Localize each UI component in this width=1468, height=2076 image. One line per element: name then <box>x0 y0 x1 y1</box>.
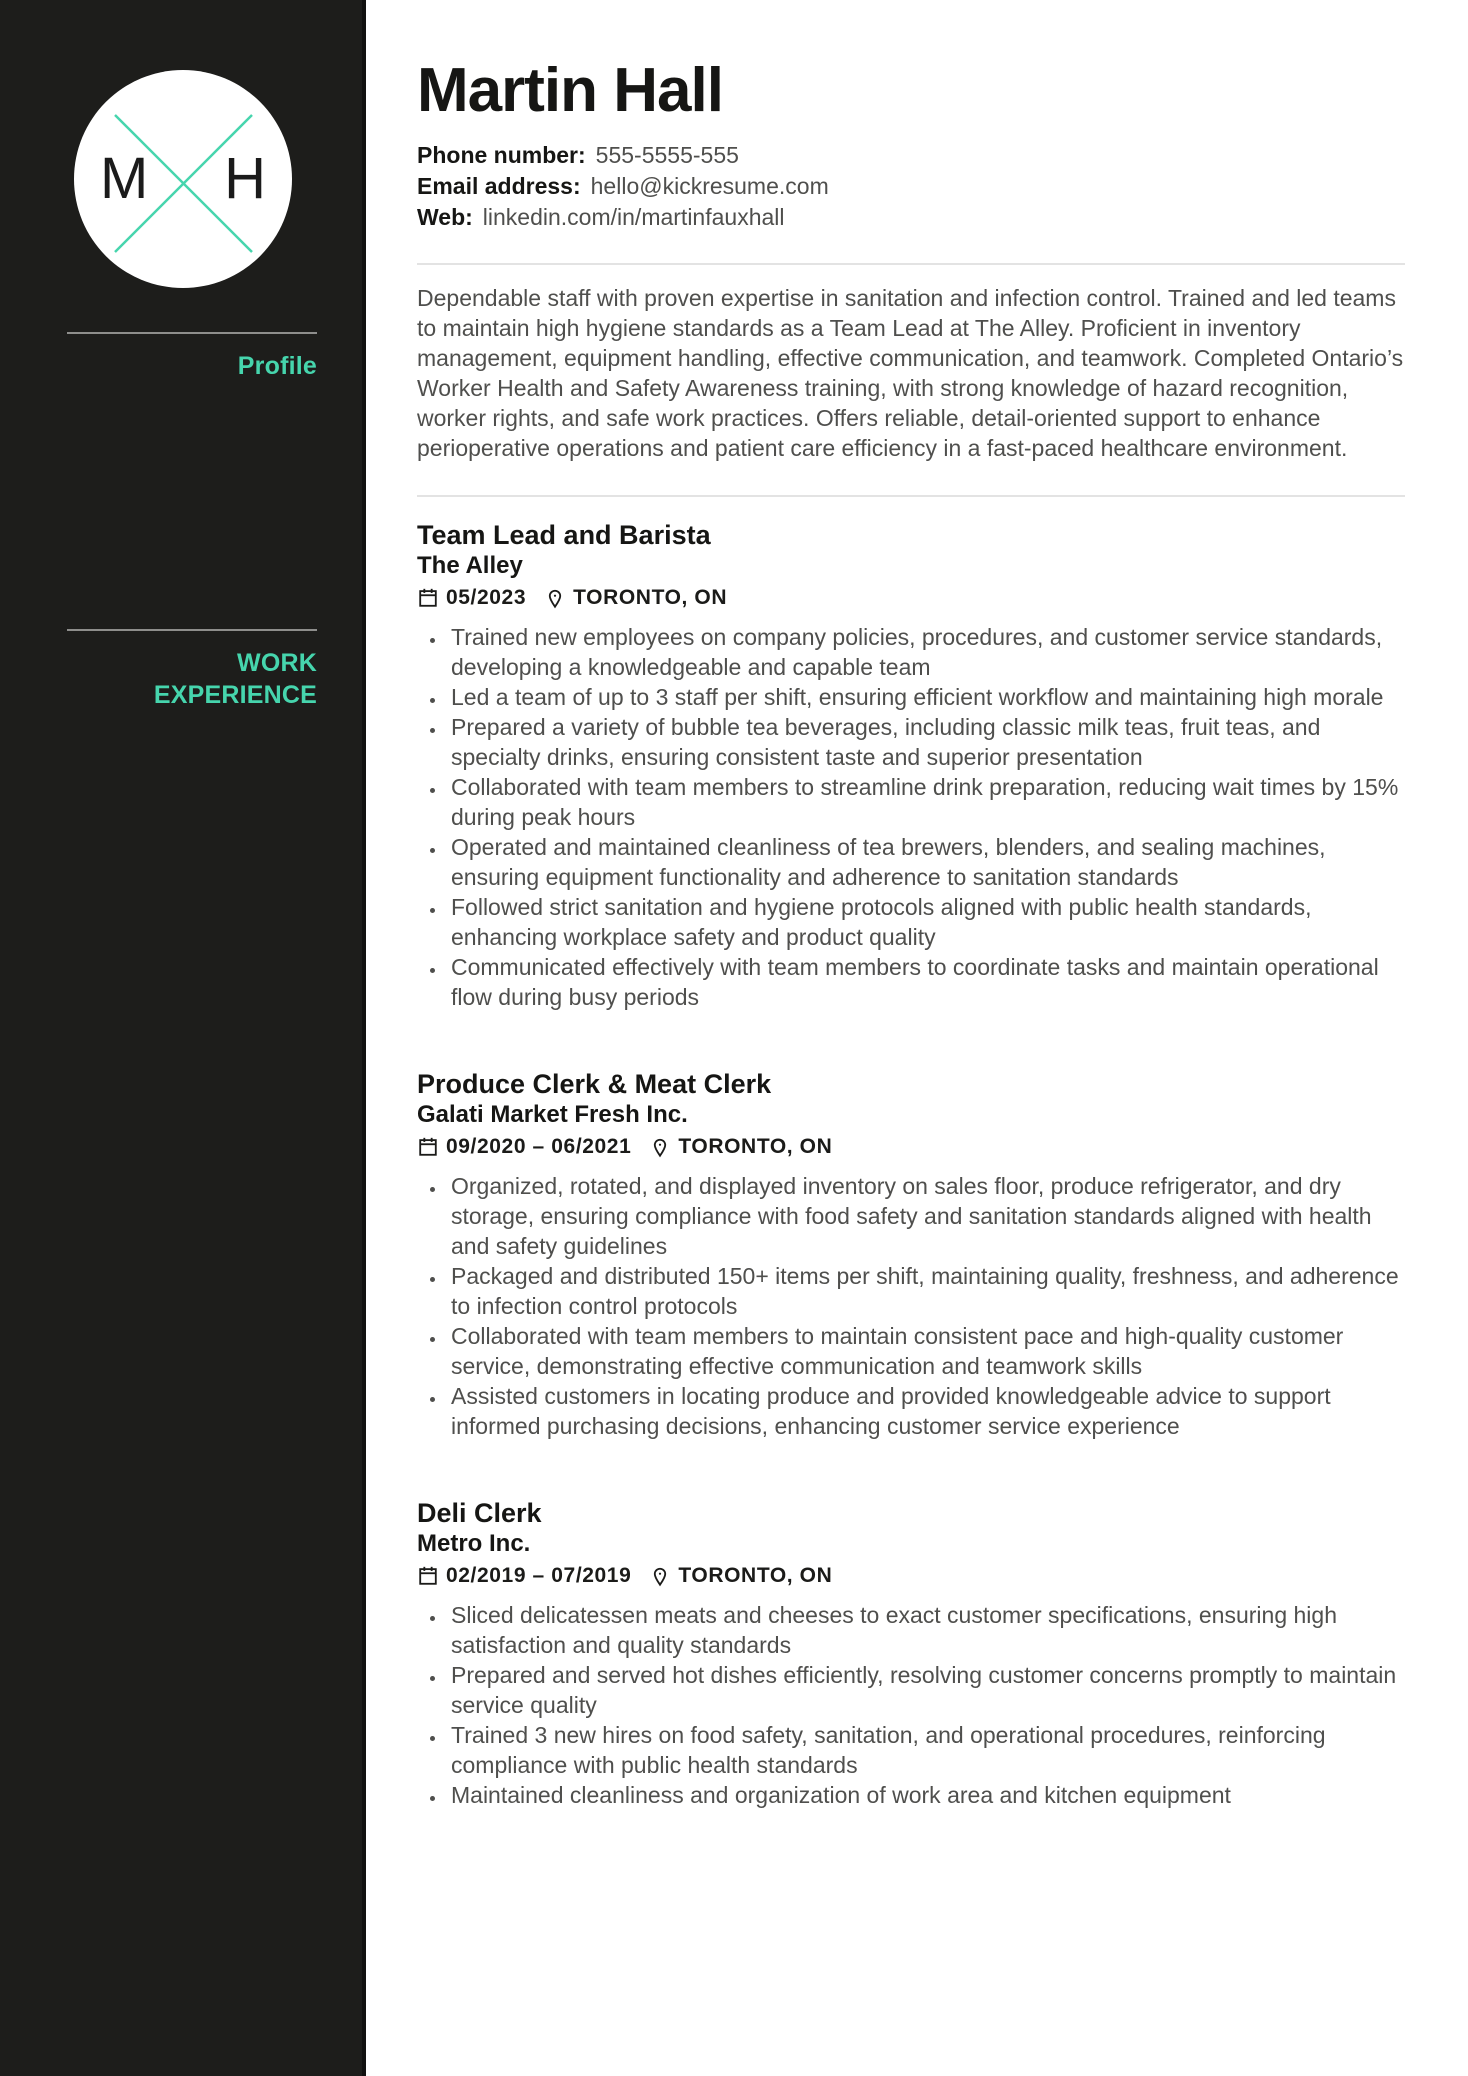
profile-summary: Dependable staff with proven expertise in sanitation and infection control. Trained and led teams to maintain high hygiene standards as a Team Lead at The Alley. Proficient in inventory management, equipment handling, effective communication, and teamwork. Completed Ontario’s Worker Health and Safety Awareness training, with strong knowledge of hazard recognition, worker rights, and safe work practices. Offers reliable, detail-oriented support to enhance perioperative operations and patient care efficiency in a fast-paced healthcare environment. <box>417 285 1404 461</box>
location-pin-icon <box>544 587 566 609</box>
job-bullet: • Prepared a variety of bubble tea beverages, including classic milk teas, fruit teas, and specialty drinks, ensuring consistent taste and superior presentation <box>447 712 1405 772</box>
email-value: hello@kickresume.com <box>590 173 829 199</box>
person-name: Martin Hall <box>417 56 723 125</box>
job-bullet: • Maintained cleanliness and organization of work area and kitchen equipment <box>447 1780 1405 1810</box>
job-title: Deli Clerk <box>417 1498 542 1528</box>
sidebar-label-work-experience: WORK EXPERIENCE <box>153 649 317 709</box>
email-label: Email address: <box>417 173 581 199</box>
location-pin-icon <box>649 1136 671 1158</box>
job-entry <box>417 519 1405 1012</box>
job-entry <box>417 1497 1405 1810</box>
location-pin-icon <box>649 1565 671 1587</box>
job-bullet: • Led a team of up to 3 staff per shift, ensuring efficient workflow and maintaining high morale <box>447 682 1405 712</box>
calendar-icon <box>417 1136 439 1158</box>
monogram-logo <box>74 70 292 288</box>
job-entry <box>417 1068 1405 1441</box>
job-title: Produce Clerk & Meat Clerk <box>417 1069 772 1099</box>
sidebar <box>0 0 366 2076</box>
calendar-icon <box>417 1565 439 1587</box>
sidebar-label-profile: Profile <box>237 352 317 380</box>
job-bullet: • Communicated effectively with team members to coordinate tasks and maintain operational flow during busy periods <box>447 952 1405 1012</box>
job-bullet: • Prepared and served hot dishes efficiently, resolving customer concerns promptly to maintain service quality <box>447 1660 1405 1720</box>
phone-value: 555-5555-555 <box>595 142 739 168</box>
job-bullet: • Collaborated with team members to maintain consistent pace and high-quality customer service, demonstrating effective communication and teamwork skills <box>447 1321 1405 1381</box>
monogram-right-initial: H <box>224 146 266 211</box>
contact-row-phone <box>417 140 1405 171</box>
job-bullet: • Organized, rotated, and displayed inventory on sales floor, produce refrigerator, and dry storage, ensuring compliance with food safety and sanitation standards aligned with health and safety guidelines <box>447 1171 1405 1261</box>
contact-row-web <box>417 202 1405 233</box>
job-dates: 09/2020 – 06/2021 <box>446 1135 632 1158</box>
web-value: linkedin.com/in/martinfauxhall <box>482 204 785 230</box>
profile-section-divider <box>417 263 1405 265</box>
job-meta <box>417 1562 1405 1590</box>
web-label: Web: <box>417 204 473 230</box>
job-company: The Alley <box>417 552 523 579</box>
job-company: Galati Market Fresh Inc. <box>417 1101 688 1128</box>
job-meta <box>417 1133 1405 1161</box>
job-bullet: • Sliced delicatessen meats and cheeses to exact customer specifications, ensuring high satisfaction and quality standards <box>447 1600 1405 1660</box>
job-bullet: • Operated and maintained cleanliness of tea brewers, blenders, and sealing machines, ensuring equipment functionality and adherence to sanitation standards <box>447 832 1405 892</box>
job-meta <box>417 584 1405 612</box>
job-dates: 05/2023 <box>446 586 527 609</box>
monogram-left-initial: M <box>100 146 149 211</box>
sidebar-divider-profile <box>67 332 317 334</box>
job-location: TORONTO, ON <box>678 1564 833 1587</box>
job-title: Team Lead and Barista <box>417 520 711 550</box>
phone-label: Phone number: <box>417 142 586 168</box>
contact-block <box>417 140 1405 233</box>
job-bullet-list <box>417 1600 1405 1810</box>
job-bullet: • Followed strict sanitation and hygiene protocols aligned with public health standards, enhancing workplace safety and product quality <box>447 892 1405 952</box>
job-bullet: • Assisted customers in locating produce and provided knowledgeable advice to support informed purchasing decisions, enhancing customer service experience <box>447 1381 1405 1441</box>
contact-row-email <box>417 171 1405 202</box>
sidebar-divider-work <box>67 629 317 631</box>
job-bullet-list <box>417 622 1405 1012</box>
job-bullet: • Trained new employees on company policies, procedures, and customer service standards, developing a knowledgeable and capable team <box>447 622 1405 682</box>
calendar-icon <box>417 587 439 609</box>
job-bullet: • Trained 3 new hires on food safety, sanitation, and operational procedures, reinforcing compliance with public health standards <box>447 1720 1405 1780</box>
job-location: TORONTO, ON <box>678 1135 833 1158</box>
job-dates: 02/2019 – 07/2019 <box>446 1564 632 1587</box>
job-bullet: • Collaborated with team members to streamline drink preparation, reducing wait times by 15% during peak hours <box>447 772 1405 832</box>
job-company: Metro Inc. <box>417 1530 531 1557</box>
work-section-divider <box>417 495 1405 497</box>
job-location: TORONTO, ON <box>573 586 728 609</box>
main-column <box>417 0 1405 1810</box>
work-experience-list <box>417 519 1405 1810</box>
job-bullet: • Packaged and distributed 150+ items per shift, maintaining quality, freshness, and adherence to infection control protocols <box>447 1261 1405 1321</box>
job-bullet-list <box>417 1171 1405 1441</box>
